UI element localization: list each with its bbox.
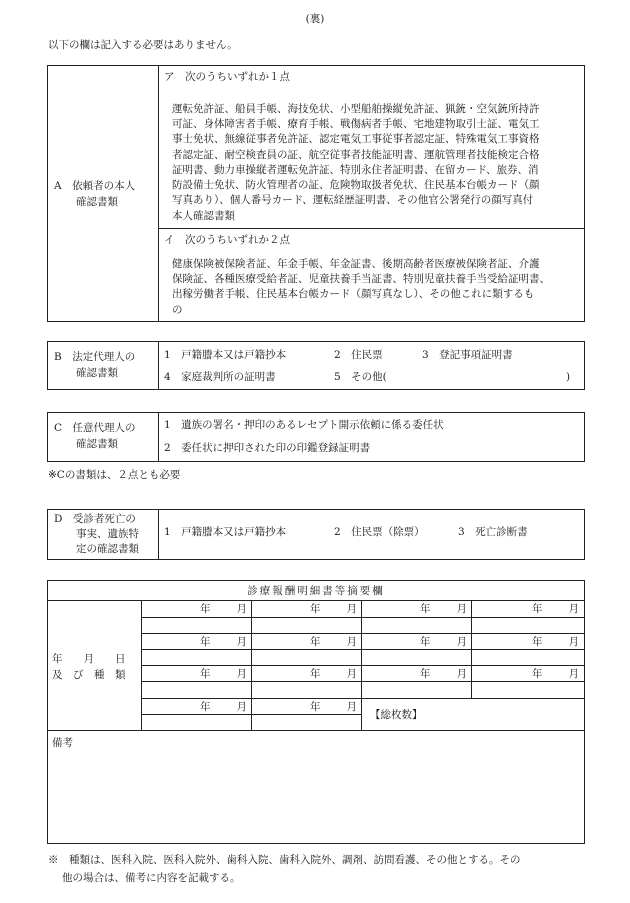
section-c-label: C 任意代理人の [54, 422, 136, 434]
section-c-item-2: 2 委任状に押印された印の印鑑登録証明書 [164, 442, 371, 454]
section-b-label-2: 確認書類 [76, 367, 118, 379]
month-label: 月 [568, 603, 579, 615]
year-label: 年 [420, 603, 431, 615]
year-label: 年 [310, 603, 321, 615]
page-side-label: (裏) [305, 13, 325, 25]
row-line [141, 633, 585, 634]
footnote-line-1: ※ 種類は、医科入院、医科入院外、歯科入院、歯科入院外、調剤、訪問看護、その他とする。その [48, 854, 521, 866]
month-label: 月 [456, 636, 467, 648]
remarks-divider [47, 730, 585, 731]
text-line: 健康保険被保険者証、年金手帳、年金証書、後期高齢者医療被保険者証、介護 [172, 258, 540, 270]
section-d-item-1: 1 戸籍謄本又は戸籍抄本 [164, 526, 287, 538]
text-line: 防設備士免状、防火管理者の証、危険物取扱者免状、住民基本台帳カード（顔 [172, 179, 540, 192]
section-c-label-2: 確認書類 [76, 438, 118, 450]
year-month-cell [471, 667, 579, 682]
text-line: 者認定証、耐空検査員の証、航空従事者技能証明書、運航管理者技能検定合格 [172, 148, 540, 161]
year-label: 年 [310, 636, 321, 648]
year-month-cell [251, 667, 357, 682]
year-label: 年 [532, 636, 543, 648]
text-line: の [172, 303, 183, 316]
year-month-cell [471, 635, 579, 650]
section-b-item-3: 3 登記事項証明書 [422, 349, 513, 361]
year-label: 年 [532, 603, 543, 615]
month-label: 月 [236, 603, 247, 615]
footnote-line-2: 他の場合は、備考に内容を記載する。 [62, 872, 241, 884]
section-b-item-5-close: ) [566, 371, 571, 383]
text-line: 可証、身体障害者手帳、療育手帳、戦傷病者手帳、宅地建物取引士証、電気工 [172, 118, 540, 131]
year-label: 年 [200, 668, 211, 680]
summary-table-title: 診療報酬明細書等摘要欄 [247, 585, 385, 597]
text-line: 出稼労働者手帳、住民基本台帳カード（顔写真なし）、その他これに類するも [172, 288, 535, 301]
section-b-item-1: 1 戸籍謄本又は戸籍抄本 [164, 349, 287, 361]
section-d-label-3: 定の確認書類 [76, 543, 139, 555]
year-month-cell [251, 602, 357, 617]
section-c-note: ※Cの書類は、２点とも必要 [48, 469, 181, 481]
section-a-part-b-list [172, 257, 550, 318]
month-label: 月 [236, 668, 247, 680]
year-label: 年 [310, 701, 321, 713]
section-a-divider [158, 65, 159, 322]
year-label: 年 [532, 668, 543, 680]
year-month-cell [141, 667, 247, 682]
section-c-divider [158, 412, 159, 462]
section-c-item-1: 1 遺族の署名・押印のあるレセプト開示依頼に係る委任状 [164, 419, 444, 431]
year-month-cell [141, 602, 247, 617]
section-a-part-a-heading: ア 次のうちいずれか１点 [164, 71, 290, 83]
text-line: 証明書、動力車操縦者運転免許証、特別永住者証明書、在留カード、旅券、消 [172, 163, 539, 176]
section-d-label: D 受診者死亡の [54, 513, 136, 525]
total-sheets-label: 【総枚数】 [370, 709, 423, 721]
remarks-label: 備考 [52, 737, 73, 749]
year-label: 年 [200, 701, 211, 713]
year-month-cell [361, 667, 467, 682]
month-label: 月 [236, 636, 247, 648]
month-label: 月 [568, 636, 579, 648]
row-line [141, 698, 585, 699]
section-d-item-2: 2 住民票（除票） [334, 526, 425, 538]
text-line: 写真あり）、個人番号カード、運転経歴証明書、その他官公署発行の顔写真付 [172, 194, 534, 207]
section-a-label-2: 確認書類 [76, 196, 118, 208]
year-label: 年 [420, 636, 431, 648]
month-label: 月 [568, 668, 579, 680]
year-month-cell [361, 635, 467, 650]
title-divider [47, 600, 585, 601]
section-a-label: A 依頼者の本人 [54, 180, 136, 192]
section-d-divider [158, 509, 159, 560]
section-b-item-2: 2 住民票 [334, 349, 383, 361]
section-b-item-5: 5 その他( [334, 371, 387, 383]
section-a-split [158, 228, 585, 229]
year-month-cell [471, 602, 579, 617]
date-kind-label: 年 月 日 [52, 653, 126, 665]
section-b-item-4: 4 家庭裁判所の証明書 [164, 371, 276, 383]
row-line [141, 665, 585, 666]
date-kind-label-2: 及 び 種 類 [52, 669, 126, 681]
year-month-cell [251, 700, 357, 715]
month-label: 月 [456, 668, 467, 680]
section-d-label-2: 事実、遺族特 [76, 528, 139, 540]
section-a-part-b-heading: イ 次のうちいずれか２点 [164, 234, 290, 246]
section-a-part-a-list [172, 102, 540, 224]
year-month-cell [251, 635, 357, 650]
month-label: 月 [236, 701, 247, 713]
year-label: 年 [310, 668, 321, 680]
month-label: 月 [346, 636, 357, 648]
month-label: 月 [346, 701, 357, 713]
section-b-divider [158, 341, 159, 390]
year-label: 年 [200, 603, 211, 615]
year-label: 年 [200, 636, 211, 648]
month-label: 月 [346, 603, 357, 615]
year-month-cell [141, 635, 247, 650]
month-label: 月 [346, 668, 357, 680]
text-line: 保険証、各種医療受給者証、児童扶養手当証書、特別児童扶養手当受給証明書、 [172, 273, 550, 286]
intro-note: 以下の欄は記入する必要はありません。 [48, 39, 238, 51]
section-d-item-3: 3 死亡診断書 [458, 526, 528, 538]
year-month-cell [141, 700, 247, 715]
year-label: 年 [420, 668, 431, 680]
text-line: 本人確認書類 [172, 209, 235, 222]
section-b-label: B 法定代理人の [54, 351, 136, 363]
text-line: 運転免許証、船員手帳、海技免状、小型船舶操縦免許証、猟銃・空気銃所持許 [172, 103, 540, 115]
year-month-cell [361, 602, 467, 617]
month-label: 月 [456, 603, 467, 615]
text-line: 事士免状、無線従事者免許証、認定電気工事従事者認定証、特殊電気工事資格 [172, 133, 540, 146]
